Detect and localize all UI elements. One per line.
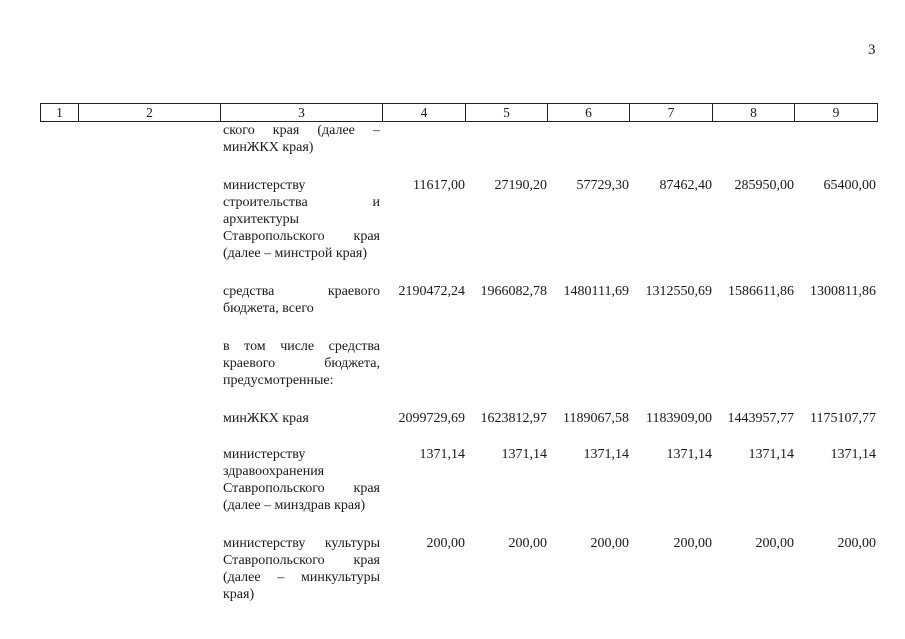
table-row [0, 410, 905, 427]
cell-col-7: 1183909,00 [646, 411, 712, 426]
cell-col-6: 1371,14 [583, 447, 629, 462]
cell-col-9: 1175107,77 [810, 411, 876, 426]
cell-col-5: 200,00 [508, 536, 547, 551]
table-body [0, 122, 905, 603]
column-header-9: 9 [832, 105, 840, 120]
row-description: министерству строительства и архитектуры Ставропольского края (далее – минстрой края) [223, 178, 380, 261]
row-description: минЖКХ края [223, 411, 309, 426]
cell-col-9: 1300811,86 [810, 284, 876, 299]
column-header-1: 1 [41, 104, 79, 121]
table-row [0, 535, 905, 603]
row-description: в том числе средства краевого бюджета, предусмотренные: [223, 339, 380, 388]
cell-col-6: 1480111,69 [563, 284, 629, 299]
cell-col-5: 1371,14 [501, 447, 547, 462]
table-row [0, 446, 905, 514]
table-row [0, 177, 905, 262]
cell-col-8: 200,00 [755, 536, 794, 551]
cell-col-4: 1371,14 [419, 447, 465, 462]
cell-col-8: 1443957,77 [727, 411, 794, 426]
cell-col-7: 87462,40 [659, 178, 712, 193]
cell-col-9: 200,00 [837, 536, 876, 551]
column-header-5: 5 [466, 104, 548, 121]
table-header-row [40, 103, 878, 122]
table-row [0, 122, 905, 156]
cell-col-8: 1586611,86 [728, 284, 794, 299]
row-description: министерству здравоохранения Ставропольского края (далее – минздрав края) [223, 447, 380, 513]
cell-col-4: 11617,00 [413, 178, 465, 193]
cell-col-8: 1371,14 [748, 447, 794, 462]
cell-col-9: 1371,14 [830, 447, 876, 462]
cell-col-7: 1371,14 [666, 447, 712, 462]
column-header-8: 8 [713, 104, 795, 121]
cell-col-6: 57729,30 [576, 178, 629, 193]
column-header-7: 7 [630, 104, 713, 121]
cell-col-4: 2099729,69 [398, 411, 465, 426]
column-header-4: 4 [383, 104, 466, 121]
table-row [0, 338, 905, 389]
cell-col-6: 1189067,58 [563, 411, 629, 426]
cell-col-6: 200,00 [590, 536, 629, 551]
page-number: 3 [868, 42, 876, 58]
cell-col-8: 285950,00 [734, 178, 794, 193]
column-header-2: 2 [79, 104, 221, 121]
cell-col-9: 65400,00 [823, 178, 876, 193]
cell-col-7: 1312550,69 [645, 284, 712, 299]
cell-col-4: 2190472,24 [398, 284, 465, 299]
cell-col-5: 1623812,97 [480, 411, 547, 426]
row-description: министерству культуры Ставропольского края (далее – минкультуры края) [223, 536, 380, 602]
cell-col-5: 27190,20 [494, 178, 547, 193]
cell-col-4: 200,00 [426, 536, 465, 551]
column-header-6: 6 [548, 104, 630, 121]
column-header-3: 3 [221, 104, 383, 121]
cell-col-5: 1966082,78 [480, 284, 547, 299]
cell-col-7: 200,00 [673, 536, 712, 551]
row-description: средства краевого бюджета, всего [223, 284, 380, 316]
table-row [0, 283, 905, 317]
row-description: ского края (далее – минЖКХ края) [223, 123, 380, 155]
